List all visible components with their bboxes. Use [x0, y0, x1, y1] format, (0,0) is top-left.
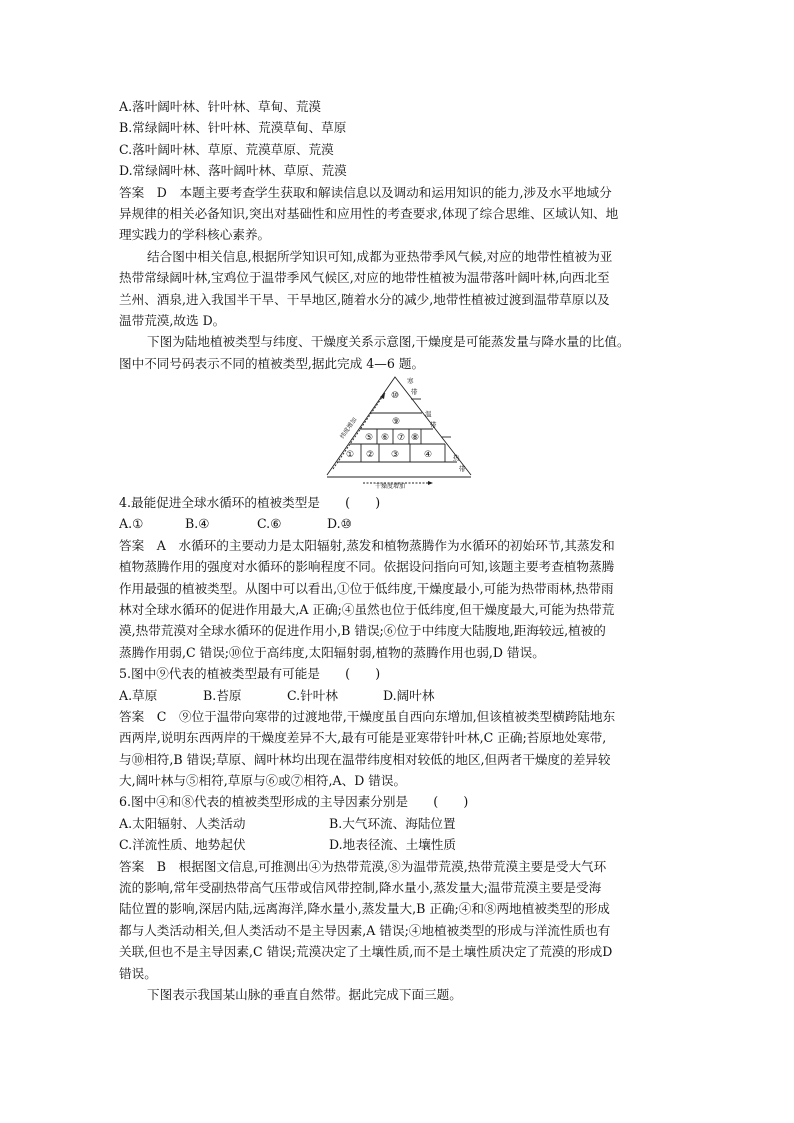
q6-option-c: C.洋流性质、地势起伏 [119, 837, 246, 853]
q4-answer-line: 作用最强的植被类型。从图中可以看出,①位于低纬度,干燥度最小,可能为热带雨林,热带雨 [119, 580, 614, 596]
q4-answer-line: 漠,热带荒漠对全球水循环的促进作用小,B 错误;⑥位于中纬度大陆腹地,距海较远,植被的 [119, 623, 606, 639]
q6-stem: 6.图中④和⑧代表的植被类型形成的主导因素分别是 ( ) [119, 794, 469, 810]
q4-section [119, 492, 681, 1005]
q6-options-row-1 [119, 813, 681, 834]
q3-explain-line: 温带荒漠,故选 D。 [119, 312, 226, 328]
q5-answer-line: 答案 C ⑨位于温带向寒带的过渡地带,干燥度虽自西向东增加,但该植被类型横跨陆地东 [119, 708, 616, 724]
vegetation-triangle-figure [323, 373, 475, 489]
q5-answer-line: 大,阔叶林与⑤相符,草原与⑥或⑦相符,A、D 错误。 [119, 773, 407, 789]
q5-option-b: B.苔原 [203, 687, 242, 703]
q4-option-d: D.⑩ [327, 516, 352, 532]
q3-explain-line: 兰州、酒泉,进入我国半干旱、干旱地区,随着水分的减少,地带性植被过渡到温带草原以及 [119, 291, 610, 307]
q5-option-d: D.阔叶林 [383, 687, 435, 703]
intro-4-6-line: 下图为陆地植被类型与纬度、干燥度关系示意图,干燥度是可能蒸发量与降水量的比值。 [147, 334, 630, 350]
zone-cold-2: 带 [411, 388, 418, 396]
q3-answer-line: 理实践力的学科核心素养。 [119, 227, 271, 243]
cell-2: ② [365, 450, 375, 460]
q6-options-row-2 [119, 834, 681, 855]
q5-option-c: C.针叶林 [287, 687, 338, 703]
cell-10: ⑩ [390, 391, 400, 401]
arrow-right-icon [428, 481, 433, 485]
zone-temperate-1: 温 [425, 410, 432, 418]
cell-8: ⑧ [410, 433, 420, 443]
zone-cold-1: 寒 [407, 377, 414, 385]
q4-option-a: A.① [119, 516, 144, 532]
cell-5: ⑤ [364, 433, 374, 443]
zone-tropical-1: 热 [453, 454, 460, 462]
left-axis-label: 纬度增加 [338, 416, 359, 441]
q3-section [119, 96, 681, 374]
q4-answer-line: 植物蒸腾作用的强度对水循环的影响程度不同。依据设问指向可知,该题主要考查植物蒸腾 [119, 559, 615, 575]
q4-options [119, 513, 681, 534]
q5-stem: 5.图中⑨代表的植被类型最有可能是 ( ) [119, 666, 381, 682]
bottom-axis-label: 干燥度增加 [375, 483, 406, 489]
q3-option-a: A.落叶阔叶林、针叶林、草甸、荒漠 [119, 99, 322, 114]
q4-answer-line: 蒸腾作用弱,C 错误;⑩位于高纬度,太阳辐射弱,植物的蒸腾作用也弱,D 错误。 [119, 644, 545, 660]
q4-option-c: C.⑥ [257, 516, 282, 532]
cell-4: ④ [423, 450, 433, 460]
q3-option-d: D.常绿阔叶林、落叶阔叶林、草原、荒漠 [119, 163, 347, 179]
zone-temperate-2: 带 [430, 421, 437, 429]
q6-answer-line: 答案 B 根据图文信息,可推测出④为热带荒漠,⑧为温带荒漠,热带荒漠主要是受大气环 [119, 858, 607, 874]
q6-answer-line: 错误。 [119, 965, 157, 981]
q5-answer-line: 与⑩相符,B 错误;草原、阔叶林均出现在温带纬度相对较低的地区,但两者干燥度的差异较 [119, 751, 611, 767]
q3-option-b: B.常绿阔叶林、针叶林、荒漠草甸、草原 [119, 120, 347, 136]
q6-option-b: B.大气环流、海陆位置 [329, 815, 456, 831]
q3-answer-line: 异规律的相关必备知识,突出对基础性和应用性的考查要求,体现了综合思维、区域认知、地 [119, 205, 619, 221]
zone-tropical-2: 带 [459, 465, 466, 473]
q4-option-b: B.④ [185, 516, 210, 532]
q3-explain-line: 结合图中相关信息,根据所学知识可知,成都为亚热带季风气候,对应的地带性植被为亚 [147, 248, 613, 264]
q4-answer-line: 答案 A 水循环的主要动力是太阳辐射,蒸发和植物蒸腾作为水循环的初始环节,其蒸发和 [119, 537, 615, 553]
q6-answer-line: 流的影响,常年受副热带高气压带或信风带控制,降水量小,蒸发量大;温带荒漠主要是受海 [119, 880, 602, 896]
cell-7: ⑦ [396, 433, 406, 443]
q3-explain-line: 热带常绿阔叶林,宝鸡位于温带季风气候区,对应的地带性植被为温带落叶阔叶林,向西北至 [119, 270, 610, 286]
q5-option-a: A.草原 [119, 687, 158, 703]
q6-option-d: D.地表径流、土壤性质 [329, 837, 456, 853]
q5-answer-line: 西两岸,说明东西两岸的干燥度差异不大,最有可能是亚寒带针叶林,C 正确;苔原地处寒带, [119, 730, 607, 746]
q6-answer-line: 关联,但也不是主导因素,C 错误;荒漠决定了土壤性质,而不是土壤性质决定了荒漠的形成D [119, 944, 613, 960]
q3-answer-line: 答案 D 本题主要考查学生获取和解读信息以及调动和运用知识的能力,涉及水平地域分 [119, 184, 612, 200]
q4-answer-line: 林对全球水循环的促进作用最大,A 正确;④虽然也位于低纬度,但干燥度最大,可能为热带荒 [119, 601, 615, 617]
q3-option-c: C.落叶阔叶林、草原、荒漠草原、荒漠 [119, 141, 334, 157]
q4-stem: 4.最能促进全球水循环的植被类型是 ( ) [119, 495, 381, 510]
cell-9: ⑨ [391, 417, 401, 427]
intro-4-6-line: 图中不同号码表示不同的植被类型,据此完成 4—6 题。 [119, 355, 425, 371]
cell-6: ⑥ [380, 433, 390, 443]
q6-answer-line: 陆位置的影响,深居内陆,远离海洋,降水量小,蒸发量大,B 正确;④和⑧两地植被类型的形成 [119, 901, 610, 917]
q6-option-a: A.太阳辐射、人类活动 [119, 815, 246, 831]
cell-3: ③ [390, 450, 400, 460]
q6-answer-line: 都与人类活动相关,但人类活动不是主导因素,A 错误;④地植被类型的形成与洋流性质也有 [119, 922, 611, 938]
cell-1: ① [345, 450, 355, 460]
intro-next-questions: 下图表示我国某山脉的垂直自然带。据此完成下面三题。 [147, 986, 462, 1002]
q5-options [119, 685, 681, 706]
